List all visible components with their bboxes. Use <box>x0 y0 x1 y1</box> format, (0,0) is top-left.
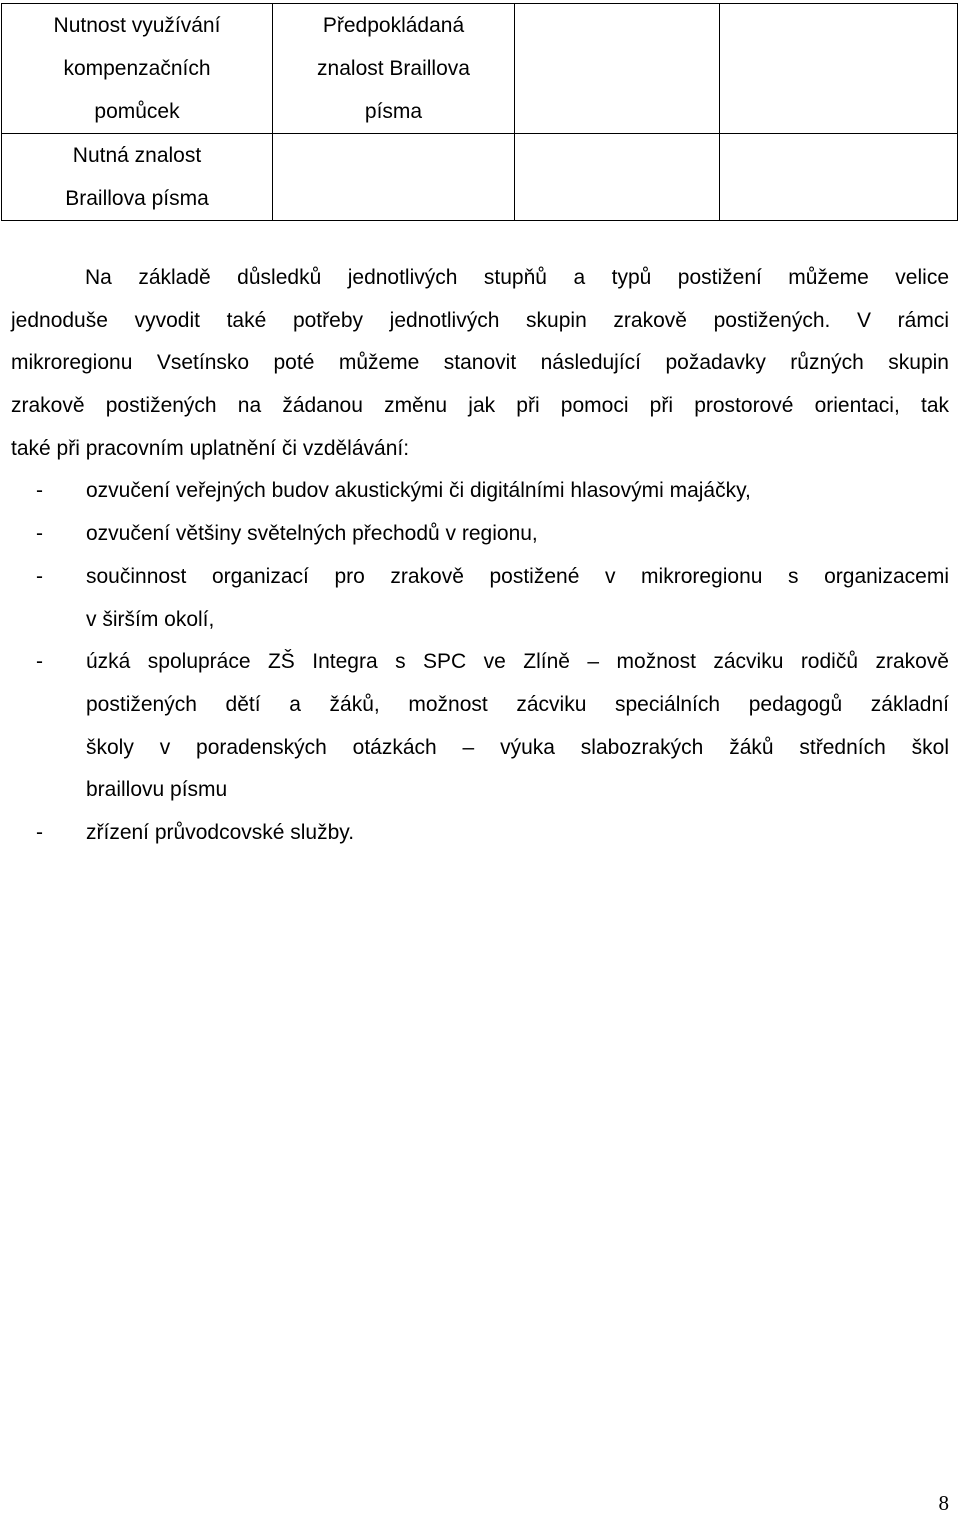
list-bullet: - <box>36 522 43 546</box>
list-item-line: postižených dětí a žáků, možnost zácviku speciálních pedagogů základní <box>86 692 949 716</box>
list-bullet: - <box>36 820 43 844</box>
cell-text: pomůcek <box>94 100 180 123</box>
table-cell <box>2 4 273 134</box>
list-bullet: - <box>36 479 43 503</box>
list-item <box>11 513 949 556</box>
paragraph-line: také při pracovním uplatnění či vzdělávání: <box>11 436 410 460</box>
cell-text: Nutná znalost <box>72 144 202 167</box>
cell-text: Předpokládaná <box>322 14 465 37</box>
list-item-line: ozvučení většiny světelných přechodů v regionu, <box>86 522 538 546</box>
list-item <box>11 556 949 641</box>
list-bullet: - <box>36 650 43 674</box>
table-cell-empty <box>273 134 515 221</box>
paragraph-line: Na základě důsledků jednotlivých stupňů a typů postižení můžeme velice <box>85 266 949 289</box>
list-bullet: - <box>36 564 43 588</box>
list-item <box>11 470 949 513</box>
cell-text: kompenzačních <box>63 57 211 80</box>
list-item-line: školy v poradenských otázkách – výuka slabozrakých žáků středních škol <box>86 735 949 759</box>
intro-paragraph <box>11 257 949 470</box>
requirements-table <box>1 3 958 221</box>
table-cell-empty <box>720 4 958 134</box>
list-item-line: úzká spolupráce ZŠ Integra s SPC ve Zlíně – možnost zácviku rodičů zrakově <box>86 650 949 674</box>
table-cell-empty <box>720 134 958 221</box>
list-item <box>11 812 949 855</box>
table-cell <box>2 134 273 221</box>
paragraph-line: mikroregionu Vsetínsko poté můžeme stanovit následující požadavky různých skupin <box>11 351 949 375</box>
document-body <box>11 257 949 855</box>
list-item-line: součinnost organizací pro zrakově postižené v mikroregionu s organizacemi <box>86 564 949 588</box>
list-item-line: ozvučení veřejných budov akustickými či digitálními hlasovými majáčky, <box>86 479 751 503</box>
table-cell-empty <box>515 4 720 134</box>
table-cell <box>273 4 515 134</box>
cell-text: znalost Braillova <box>317 57 470 80</box>
page-number: 8 <box>938 1491 949 1515</box>
cell-text: písma <box>364 100 423 123</box>
cell-text: Nutnost využívání <box>53 14 221 37</box>
table-row <box>2 4 958 134</box>
list-item-line: v širším okolí, <box>86 607 215 631</box>
list-item <box>11 641 949 812</box>
list-item-line: zřízení průvodcovské služby. <box>86 820 355 844</box>
table-row <box>2 134 958 221</box>
table-cell-empty <box>515 134 720 221</box>
list-item-line: braillovu písmu <box>86 778 228 802</box>
paragraph-line: zrakově postižených na žádanou změnu jak při pomoci při prostorové orientaci, tak <box>11 394 949 418</box>
requirements-list <box>11 470 949 854</box>
paragraph-line: jednoduše vyvodit také potřeby jednotlivých skupin zrakově postižených. V rámci <box>11 308 949 332</box>
cell-text: Braillova písma <box>65 187 209 210</box>
